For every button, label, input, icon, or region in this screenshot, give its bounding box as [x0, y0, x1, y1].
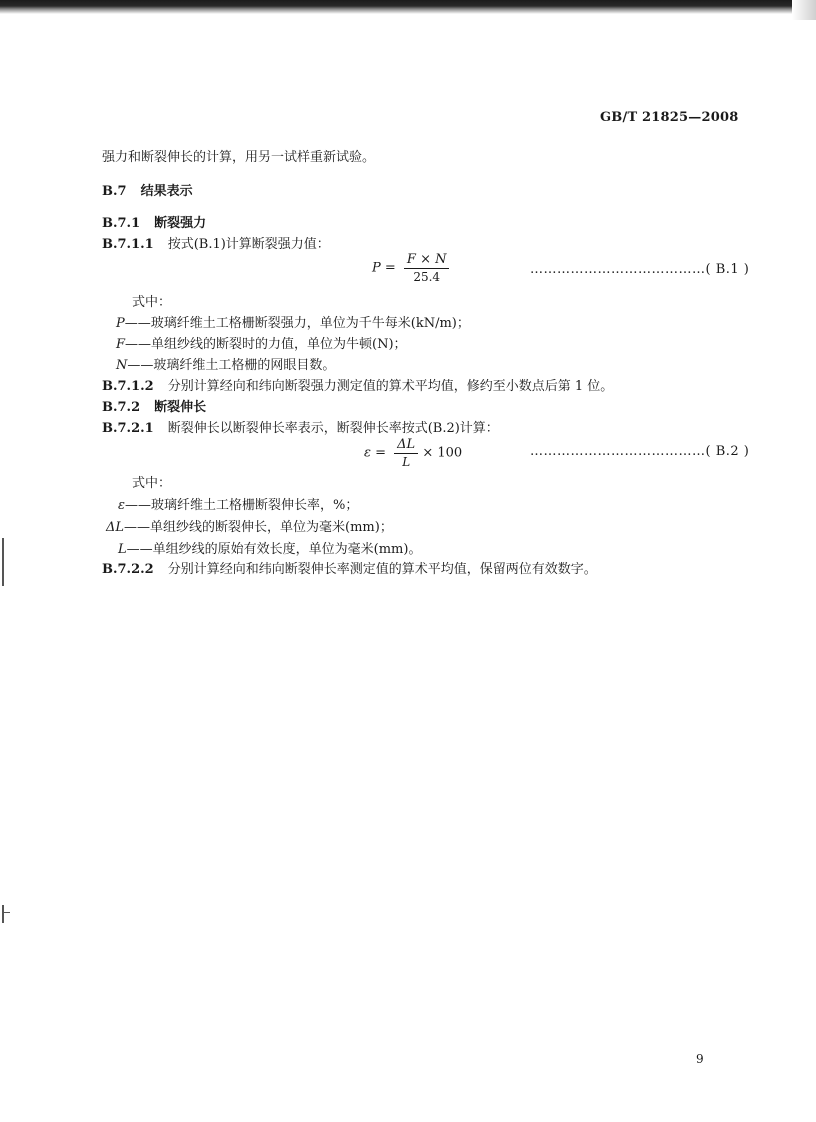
dot-leader: ………………………………… — [530, 444, 706, 459]
formula-fraction — [394, 437, 418, 469]
formula-fraction — [404, 252, 450, 284]
definition-text: ——玻璃纤维土工格栅的网眼目数。 — [127, 358, 336, 373]
section-number: B.7 — [102, 184, 127, 199]
definition-item — [116, 312, 470, 331]
equation-label: ( B.1 ) — [705, 262, 750, 277]
where-label: 式中： — [132, 476, 172, 491]
clause-number: B.7.1.2 — [102, 379, 154, 394]
formula-denominator: L — [402, 455, 411, 469]
binding-mark — [2, 905, 4, 923]
formula-b2 — [364, 437, 462, 469]
clause-text: 断裂伸长以断裂伸长率表示，断裂伸长率按式(B.2)计算： — [167, 421, 499, 436]
where-label: 式中： — [132, 295, 172, 310]
section-title: 断裂强力 — [154, 216, 207, 231]
clause-text: 按式(B.1)计算断裂强力值： — [167, 237, 330, 252]
definition-item — [116, 333, 407, 352]
formula-lhs: ε = — [364, 445, 387, 461]
definition-symbol: F — [116, 337, 126, 352]
clause-text: 分别计算经向和纬向断裂伸长率测定值的算术平均值，保留两位有效数字。 — [167, 562, 597, 577]
definition-item — [118, 494, 358, 513]
clause-b721 — [102, 417, 499, 436]
definition-item — [116, 354, 335, 373]
clause-b711 — [102, 233, 330, 252]
definition-symbol: ε — [118, 498, 125, 513]
formula-denominator: 25.4 — [413, 270, 441, 284]
page-number: 9 — [696, 1052, 704, 1066]
clause-text: 分别计算经向和纬向断裂强力测定值的算术平均值，修约至小数点后第 1 位。 — [167, 379, 614, 394]
section-title: 结果表示 — [140, 184, 193, 199]
scan-edge-top — [0, 0, 816, 14]
definition-symbol: N — [116, 358, 128, 373]
clause-number: B.7.2.1 — [102, 421, 154, 436]
section-heading-b71 — [102, 212, 206, 231]
equation-number-b1 — [530, 262, 749, 277]
definition-text: ——单组纱线的断裂伸长，单位为毫米(mm)； — [124, 520, 393, 535]
standard-code: GB/T 21825—2008 — [600, 110, 739, 125]
definition-symbol: ΔL — [106, 520, 125, 535]
section-heading-b7 — [102, 180, 193, 199]
definition-text: ——单组纱线的原始有效长度，单位为毫米(mm)。 — [126, 542, 422, 557]
definition-symbol: P — [116, 316, 125, 331]
clause-b722 — [102, 558, 597, 577]
clause-number: B.7.1.1 — [102, 237, 154, 252]
section-heading-b72 — [102, 396, 206, 415]
definition-item — [118, 538, 421, 557]
binding-mark — [2, 912, 10, 913]
section-number: B.7.2 — [102, 400, 141, 415]
section-number: B.7.1 — [102, 216, 141, 231]
formula-b1 — [372, 252, 449, 284]
binding-mark — [2, 538, 4, 586]
equation-label: ( B.2 ) — [705, 444, 750, 459]
definition-item — [106, 516, 393, 535]
dot-leader: ………………………………… — [530, 262, 706, 277]
formula-lhs: P = — [372, 260, 396, 276]
formula-numerator: F × N — [404, 252, 450, 269]
scan-edge-right — [792, 0, 816, 20]
definition-text: ——玻璃纤维土工格栅断裂伸长率，%； — [124, 498, 359, 513]
clause-number: B.7.2.2 — [102, 562, 154, 577]
definition-text: ——玻璃纤维土工格栅断裂强力，单位为千牛每米(kN/m)； — [124, 316, 470, 331]
definition-text: ——单组纱线的断裂时的力值，单位为牛顿(N)； — [125, 337, 407, 352]
equation-number-b2 — [530, 444, 749, 459]
continuation-text: 强力和断裂伸长的计算，用另一试样重新试验。 — [102, 150, 376, 165]
formula-suffix: × 100 — [422, 445, 463, 461]
section-title: 断裂伸长 — [154, 400, 207, 415]
clause-b712 — [102, 375, 613, 394]
formula-numerator: ΔL — [394, 437, 418, 454]
definition-symbol: L — [118, 542, 127, 557]
